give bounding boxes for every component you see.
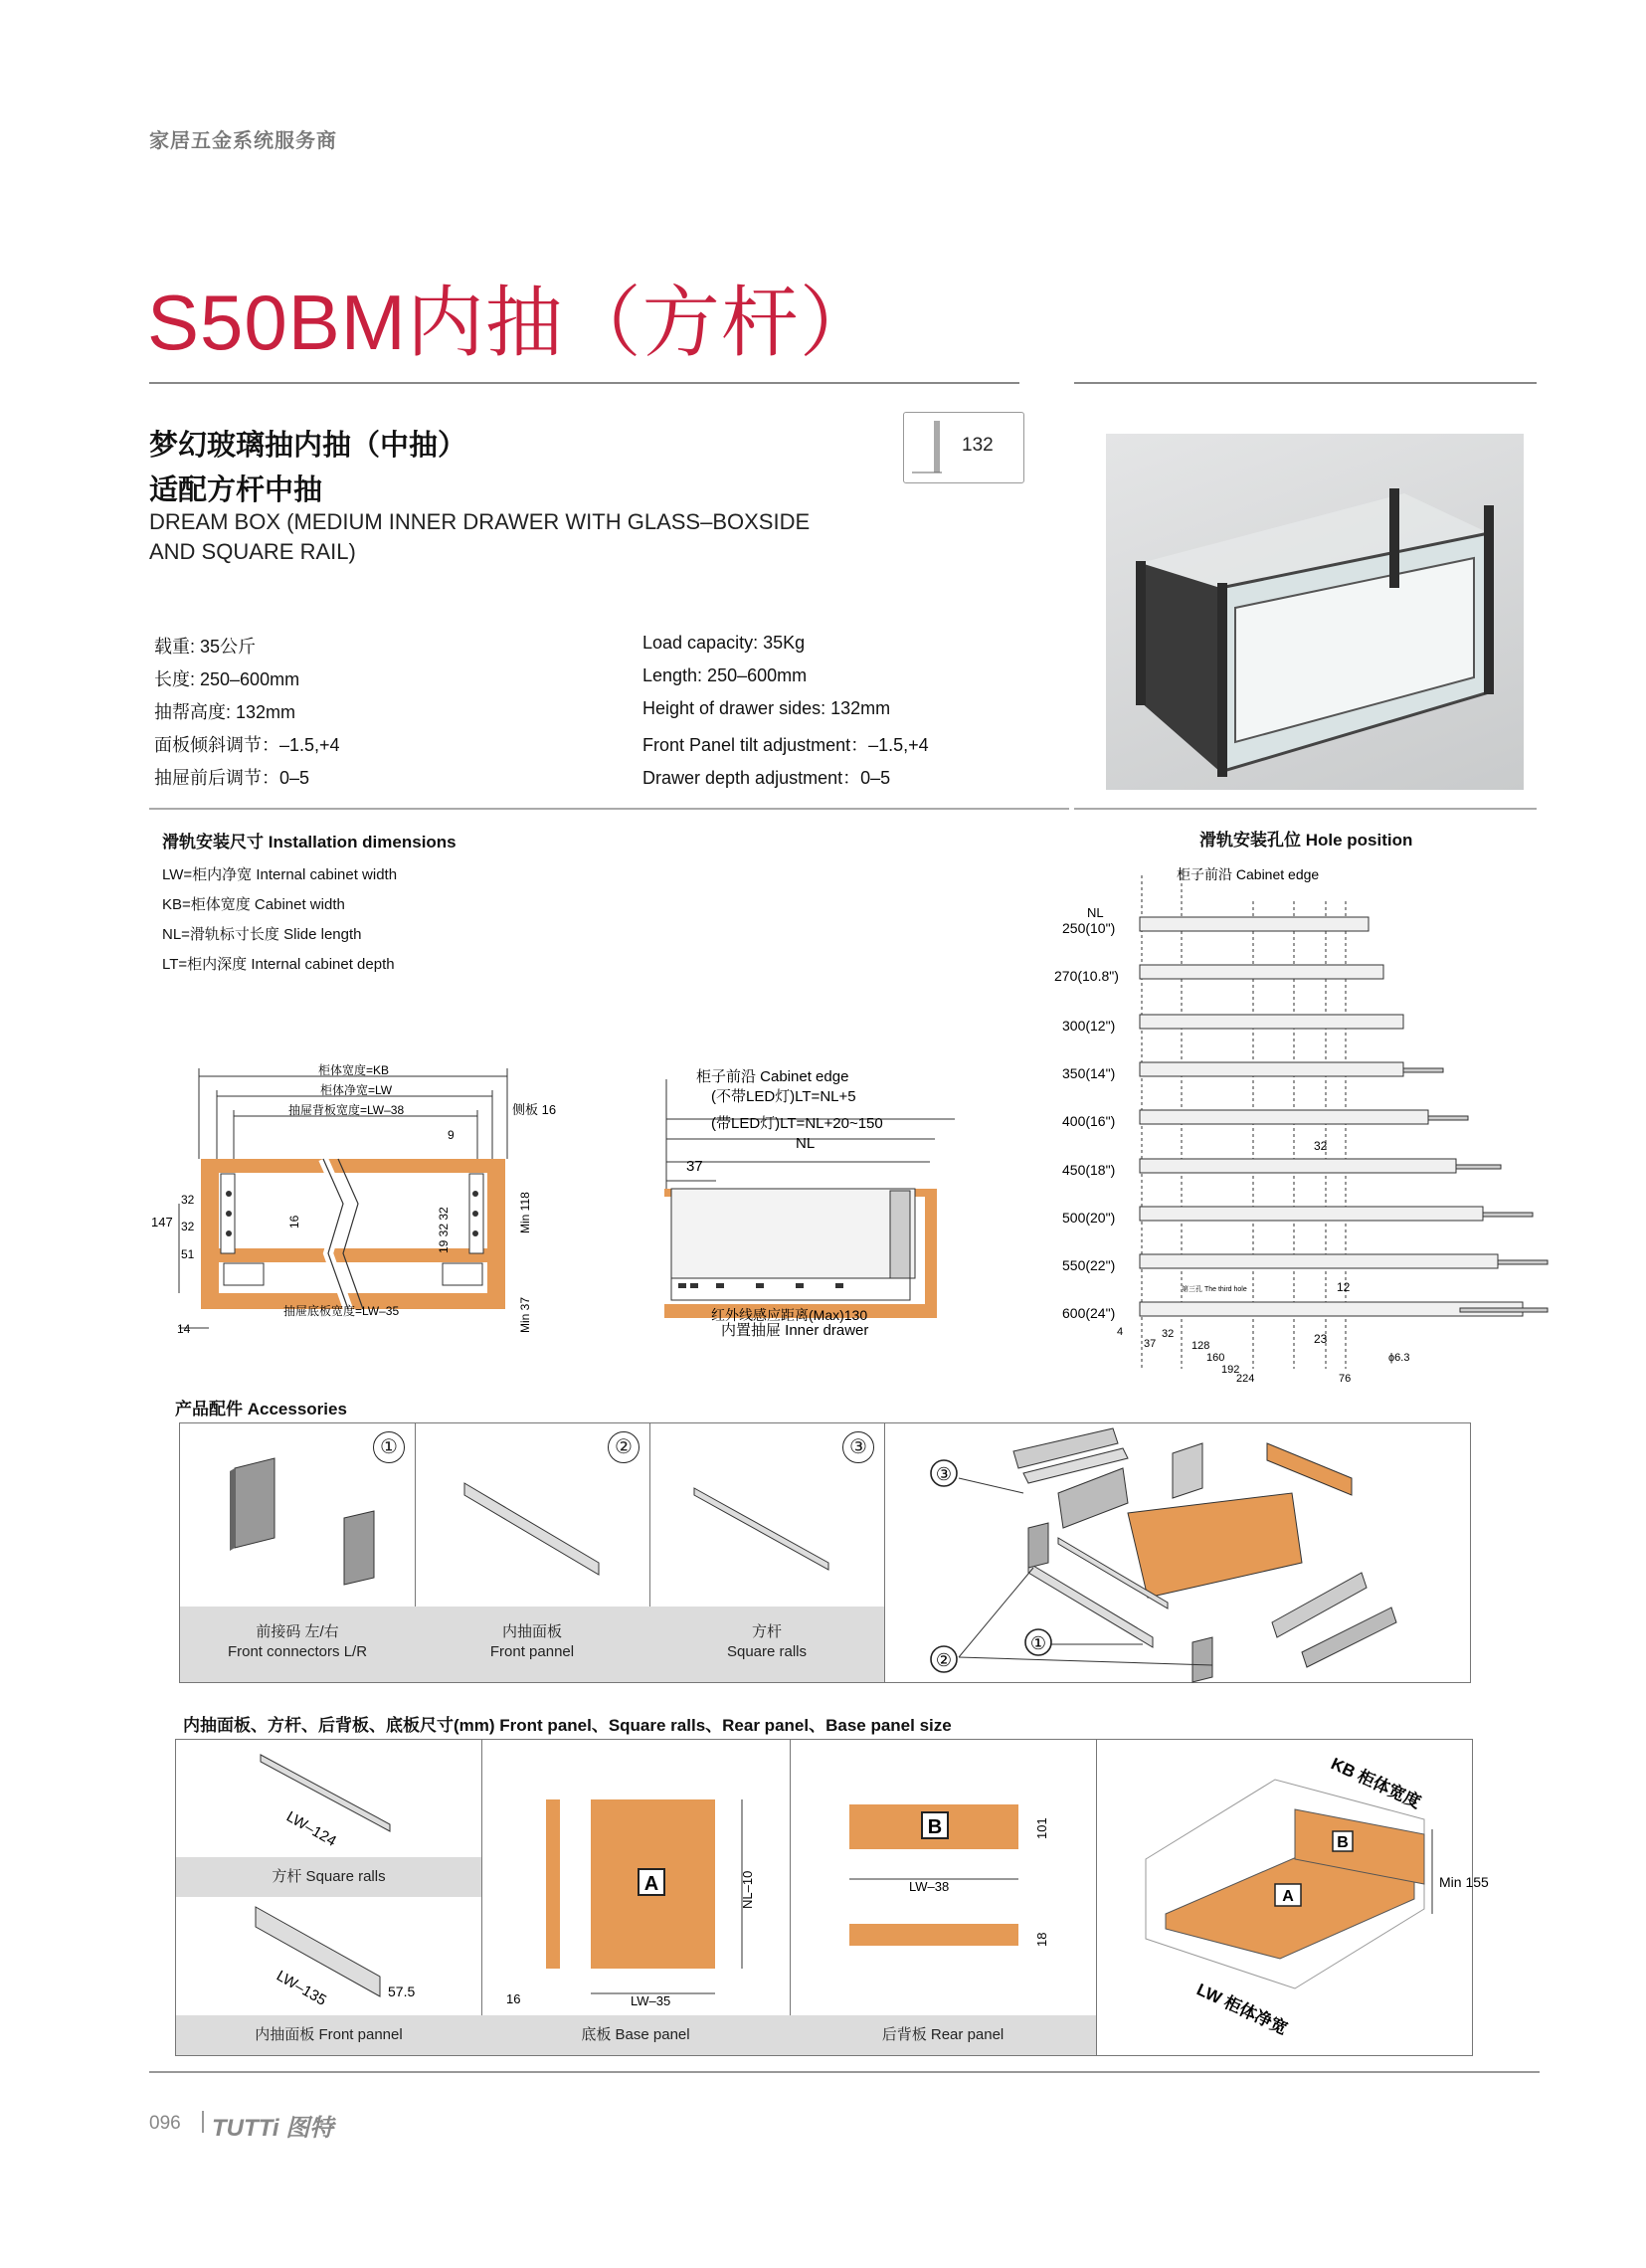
accessory-number: ② — [608, 1431, 640, 1463]
accessory-cell — [415, 1423, 650, 1682]
exploded-number: ② — [935, 1650, 953, 1670]
header-tag: 家居五金系统服务商 — [149, 130, 337, 152]
base-lw-dim: LW–35 — [631, 1993, 671, 2008]
hole-dim-192: 192 — [1221, 1364, 1240, 1376]
rail-column — [176, 1740, 482, 2055]
base-a-label: A — [643, 1873, 659, 1895]
iso-min-label: Min 155 — [1439, 1874, 1489, 1890]
hole-rows — [1054, 917, 1548, 1321]
spec-cn-item: 面板倾斜调节：–1.5,+4 — [154, 735, 340, 755]
spec-en-item: Drawer depth adjustment：0–5 — [642, 768, 891, 788]
hole-dim-37: 37 — [1144, 1338, 1157, 1350]
hole-row — [1062, 1062, 1443, 1081]
base-16-dim: 16 — [506, 1991, 521, 2006]
install-title: 滑轨安装尺寸 Installation dimensions — [162, 833, 457, 851]
accessory-caption — [180, 1606, 415, 1682]
front-panel-size-drawing — [176, 1897, 481, 2013]
base-nl-dim: NL–10 — [740, 1870, 755, 1909]
front-panel-icon — [415, 1423, 649, 1606]
hole-row — [1062, 1302, 1548, 1321]
accessories-title: 产品配件 Accessories — [175, 1400, 347, 1418]
svg-text:400(16"): 400(16") — [1062, 1113, 1116, 1129]
base-column — [481, 1740, 791, 2055]
footer-logo: TUTTi 图特 — [212, 2115, 334, 2142]
accessory-cell — [180, 1423, 416, 1682]
rear-panel-drawing — [790, 1740, 1096, 2015]
lt1-label: (不带LED灯)LT=NL+5 — [711, 1088, 856, 1105]
hole-edge-label: 柜子前沿 Cabinet edge — [1177, 866, 1320, 882]
rear-panel-caption: 后背板 Rear panel — [790, 2015, 1096, 2055]
rear-b-label: B — [927, 1816, 943, 1838]
bottom-label: 抽屉底板宽度=LW–35 — [283, 1304, 400, 1318]
front-panel-dim: LW–135 — [274, 1967, 329, 2009]
square-rail-size-drawing — [176, 1740, 481, 1859]
hole-dim-63: ϕ6.3 — [1388, 1352, 1410, 1364]
rear-101-dim: 101 — [1034, 1817, 1049, 1839]
hole-dim-23: 23 — [1314, 1332, 1328, 1346]
accessory-caption-cn: 方杆 — [751, 1623, 782, 1640]
specs-rule-right — [1074, 808, 1537, 810]
spec-cn-item: 长度: 250–600mm — [154, 669, 300, 689]
footer-rule — [149, 2071, 1540, 2073]
square-rail-icon — [649, 1423, 884, 1606]
svg-text:250(10"): 250(10") — [1062, 920, 1116, 936]
spec-en-item: Height of drawer sides: 132mm — [642, 698, 891, 718]
sizes-table — [175, 1739, 1489, 2056]
specs-en — [642, 633, 929, 797]
hole-title: 滑轨安装孔位 Hole position — [1199, 831, 1413, 850]
base-panel-caption: 底板 Base panel — [481, 2015, 790, 2055]
iso-kb-label: KB 柜体宽度 — [1328, 1754, 1424, 1812]
subtitle-en-2: AND SQUARE RAIL) — [149, 539, 356, 564]
lt2-label: (带LED灯)LT=NL+20~150 — [711, 1115, 883, 1132]
svg-text:300(12"): 300(12") — [1062, 1018, 1116, 1034]
kb-label: 柜体宽度=KB — [318, 1063, 390, 1077]
d32a-label: 32 — [181, 1193, 195, 1207]
exploded-number: ① — [1029, 1633, 1047, 1653]
rear-lw-dim: LW–38 — [909, 1879, 950, 1894]
height-badge — [903, 412, 1024, 483]
d51-label: 51 — [181, 1247, 195, 1261]
inner-drawer-diagram — [656, 1059, 975, 1348]
svg-text:270(10.8"): 270(10.8") — [1054, 968, 1119, 984]
base-panel-drawing — [481, 1740, 790, 2015]
edge-label: 柜子前沿 Cabinet edge — [696, 1068, 849, 1085]
hole-dim-128: 128 — [1191, 1340, 1210, 1352]
hole-position-diagram — [1052, 861, 1550, 1384]
iso-assembly-drawing — [1096, 1740, 1489, 2055]
rear-label: 抽屉背板宽度=LW–38 — [288, 1103, 405, 1117]
cross-section-diagram — [149, 1054, 587, 1343]
subtitle-en-1: DREAM BOX (MEDIUM INNER DRAWER WITH GLASS–BOXSIDE — [149, 509, 811, 534]
accessory-caption — [649, 1606, 884, 1682]
exploded-view-drawing — [884, 1423, 1470, 1682]
d9-label: 9 — [448, 1128, 455, 1142]
front-panel-caption: 内抽面板 Front pannel — [176, 2015, 481, 2055]
footer-divider — [202, 2111, 204, 2133]
subtitle-cn-2: 适配方杆中抽 — [149, 474, 323, 506]
install-legend-item: KB=柜体宽度 Cabinet width — [162, 896, 345, 913]
sizes-title: 内抽面板、方杆、后背板、底板尺寸(mm) Front panel、Square ralls、Rear panel、Base panel size — [183, 1716, 952, 1735]
hole-dim-32: 32 — [1162, 1328, 1175, 1340]
min37-label: Min 37 — [518, 1296, 532, 1333]
spec-en-item: Length: 250–600mm — [642, 665, 808, 685]
d147-label: 147 — [151, 1215, 173, 1229]
iso-lw-label: LW 柜体净宽 — [1193, 1980, 1291, 2039]
height-badge-value: 132 — [962, 435, 994, 456]
d14-label: 14 — [177, 1322, 191, 1336]
accessory-caption-en: Front pannel — [489, 1643, 575, 1660]
svg-text:350(14"): 350(14") — [1062, 1065, 1116, 1081]
accessory-caption-en: Front connectors L/R — [227, 1643, 368, 1660]
d19-label: 19 32 32 — [437, 1207, 451, 1253]
third-hole-label: 第三孔 The third hole — [1182, 1286, 1247, 1293]
square-rail-dim: LW–124 — [283, 1807, 339, 1850]
hole-dim-32top: 32 — [1314, 1139, 1328, 1153]
hole-row — [1062, 1015, 1403, 1034]
drawer-photo-drawing — [1106, 434, 1524, 790]
accessory-caption-cn: 前接码 左/右 — [256, 1623, 339, 1640]
hole-row — [1062, 1207, 1533, 1226]
hole-row — [1062, 1254, 1548, 1273]
page-number: 096 — [149, 2113, 181, 2134]
d16-label: 16 — [287, 1215, 301, 1228]
rear-18-dim: 18 — [1034, 1932, 1049, 1947]
accessory-caption-en: Square ralls — [726, 1643, 808, 1660]
product-photo — [1106, 434, 1524, 790]
install-legend-item: LW=柜内净宽 Internal cabinet width — [162, 866, 398, 883]
svg-text:500(20"): 500(20") — [1062, 1210, 1116, 1226]
specs-rule — [149, 808, 1069, 810]
accessory-caption — [415, 1606, 649, 1682]
exploded-number: ③ — [935, 1464, 953, 1484]
spec-cn-item: 抽帮高度: 132mm — [154, 702, 296, 722]
subtitle-cn-1: 梦幻玻璃抽内抽（中抽） — [149, 430, 467, 462]
hole-dim-12: 12 — [1337, 1280, 1351, 1294]
hole-dim-160: 160 — [1206, 1352, 1225, 1364]
side-label: 侧板 16 — [512, 1102, 557, 1117]
hole-row — [1062, 1159, 1501, 1178]
accessory-number: ③ — [842, 1431, 874, 1463]
title-rule-right — [1074, 382, 1537, 384]
square-rail-caption: 方杆 Square ralls — [176, 1857, 481, 1897]
title-rule-left — [149, 382, 1019, 384]
install-legend-item: LT=柜内深度 Internal cabinet depth — [162, 956, 395, 973]
hole-dim-76: 76 — [1339, 1373, 1352, 1385]
inner-drawer-caption: 内置抽屉 Inner drawer — [721, 1322, 869, 1339]
exploded-view-cell — [884, 1423, 1470, 1682]
drawer-side-icon — [904, 413, 964, 482]
hole-dim-224: 224 — [1236, 1373, 1255, 1385]
hole-row — [1062, 917, 1369, 936]
rear-column — [790, 1740, 1097, 2055]
iso-b-label: B — [1337, 1834, 1349, 1851]
hole-row — [1054, 965, 1383, 984]
lw-label: 柜体净宽=LW — [320, 1083, 393, 1097]
hole-dim-4: 4 — [1117, 1326, 1124, 1338]
specs-cn — [154, 633, 340, 797]
iso-a-label: A — [1282, 1888, 1294, 1905]
svg-text:550(22"): 550(22") — [1062, 1257, 1116, 1273]
d32b-label: 32 — [181, 1220, 195, 1233]
svg-text:600(24"): 600(24") — [1062, 1305, 1116, 1321]
svg-text:450(18"): 450(18") — [1062, 1162, 1116, 1178]
spec-cn-item: 抽屉前后调节：0–5 — [154, 768, 310, 788]
nl-label: NL — [796, 1135, 816, 1152]
min118-label: Min 118 — [518, 1192, 532, 1233]
hole-nl-label: NL — [1087, 905, 1104, 920]
page-title: S50BM内抽（方杆） — [147, 279, 878, 366]
front-panel-height: 57.5 — [388, 1984, 416, 1999]
front-connector-icon — [180, 1423, 415, 1606]
d37-label: 37 — [686, 1158, 703, 1175]
install-legend-item: NL=滑轨标寸长度 Slide length — [162, 926, 362, 943]
accessory-number: ① — [373, 1431, 405, 1463]
ir-label: 红外线感应距离(Max)130 — [711, 1307, 868, 1323]
spec-cn-item: 载重: 35公斤 — [154, 637, 257, 657]
accessory-cell — [649, 1423, 885, 1682]
accessories-table — [179, 1422, 1471, 1683]
iso-column — [1096, 1740, 1489, 2055]
spec-en-item: Load capacity: 35Kg — [642, 633, 806, 653]
hole-row — [1062, 1110, 1468, 1129]
spec-en-item: Front Panel tilt adjustment：–1.5,+4 — [642, 735, 929, 755]
accessory-caption-cn: 内抽面板 — [501, 1623, 562, 1640]
